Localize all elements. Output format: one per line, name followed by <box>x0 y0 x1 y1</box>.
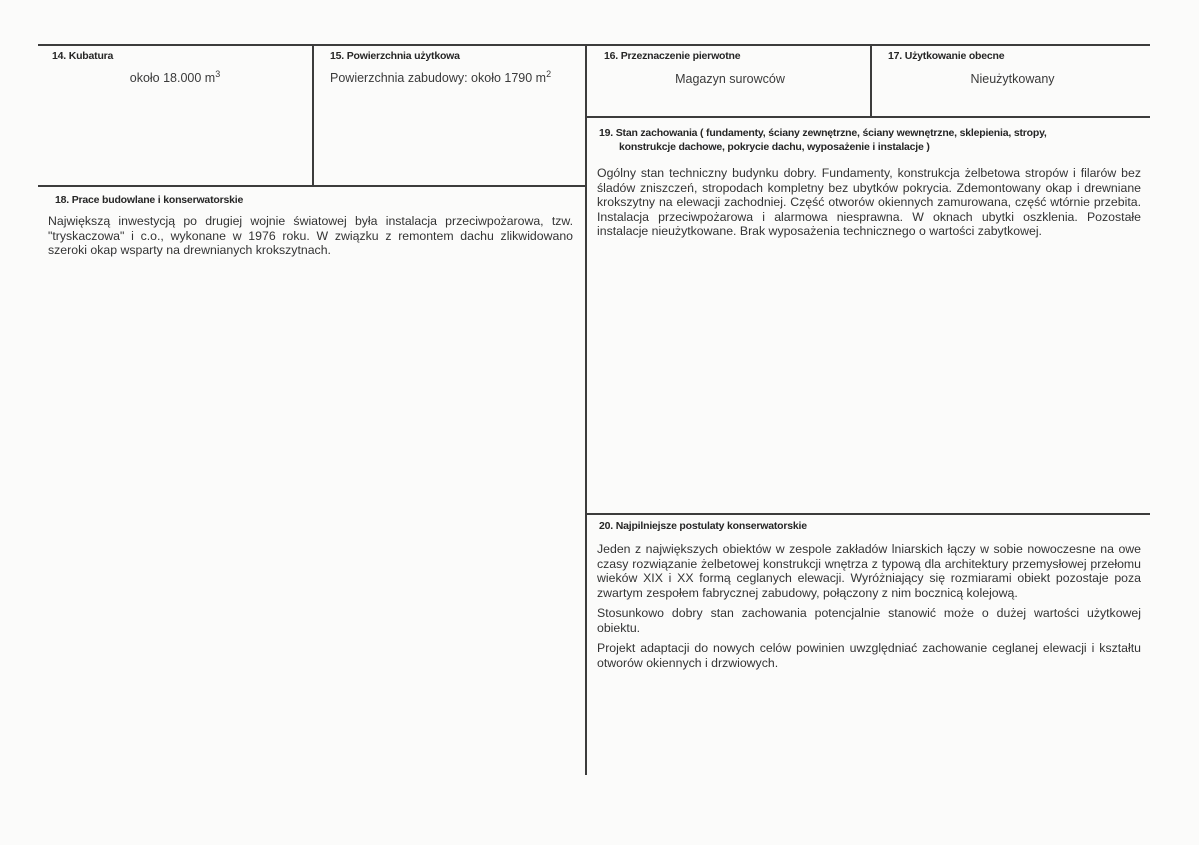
powierzchnia-title: 15. Powierzchnia użytkowa <box>330 50 460 62</box>
divider-16-17 <box>870 44 872 117</box>
stan-title-line2: konstrukcje dachowe, pokrycie dachu, wyposażenie i instalacje ) <box>619 141 930 153</box>
powierzchnia-value-text: Powierzchnia zabudowy: około 1790 m <box>330 71 547 85</box>
przeznaczenie-title: 16. Przeznaczenie pierwotne <box>604 50 741 62</box>
top-rule <box>38 44 1150 46</box>
rule-below-16-17 <box>585 116 1150 118</box>
prace-text: Największą inwestycją po drugiej wojnie światowej była instalacja przeciwpożarowa, tzw. "tryskaczowa" i c.o., wykonane w 1976 roku. W związku z remontem dachu zlikwidowano szeroki okap wsparty na drewnianych krokszytnach. <box>48 214 573 257</box>
powierzchnia-unit-exponent: 2 <box>546 68 552 79</box>
uzytkowanie-value: Nieużytkowany <box>970 72 1055 86</box>
prace-title: 18. Prace budowlane i konserwatorskie <box>55 194 244 206</box>
kubatura-title: 14. Kubatura <box>52 50 114 62</box>
postulaty-paragraph-1: Jeden z największych obiektów w zespole zakładów lniarskich łączy w sobie nowoczesne na owe czasy rozwiązanie żelbetowej konstrukcji wnętrza z typową dla architektury przemysłowej przełomu wieków XIX i XX formą ceglanych elewacji. Wyróżniający się rozmiarami obiekt pozostaje poza zwartym zespołem fabrycznej zabudowy, połączony z nim bocznicą kolejową. <box>597 542 1141 600</box>
center-divider <box>585 44 587 775</box>
postulaty-paragraph-3: Projekt adaptacji do nowych celów powinien uwzględniać zachowanie ceglanej elewacji i kształtu otworów okiennych i drzwiowych. <box>597 641 1141 670</box>
stan-text: Ogólny stan techniczny budynku dobry. Fundamenty, konstrukcja żelbetowa stropów i filarów bez śladów zniszczeń, stropodach kompletny bez ubytków pokrycia. Zdemontowany okap i drewniane krokszytny na elewacji zachodniej. Część otworów okiennych zamurowana, część wtórnie przebita. Instalacja przeciwpożarowa i alarmowa niesprawna. W oknach ubytki oszklenia. Pozostałe instalacje nieużytkowane. Brak wyposażenia technicznego o wartości zabytkowej. <box>597 166 1141 238</box>
rule-above-20 <box>585 513 1150 515</box>
postulaty-text <box>597 542 1141 676</box>
przeznaczenie-value: Magazyn surowców <box>675 72 785 86</box>
powierzchnia-value <box>330 68 552 85</box>
divider-14-15 <box>312 44 314 186</box>
stan-title-line1: 19. Stan zachowania ( fundamenty, ściany zewnętrzne, ściany wewnętrzne, sklepienia, stropy, <box>599 127 1047 139</box>
uzytkowanie-title: 17. Użytkowanie obecne <box>888 50 1005 62</box>
kubatura-value <box>60 68 290 85</box>
postulaty-title: 20. Najpilniejsze postulaty konserwatorskie <box>599 520 807 532</box>
postulaty-paragraph-2: Stosunkowo dobry stan zachowania potencjalnie stanowić może o dużej wartości użytkowej obiektu. <box>597 606 1141 635</box>
rule-above-18 <box>38 185 586 187</box>
kubatura-value-text: około 18.000 m <box>129 71 216 85</box>
kubatura-unit-exponent: 3 <box>215 68 221 79</box>
